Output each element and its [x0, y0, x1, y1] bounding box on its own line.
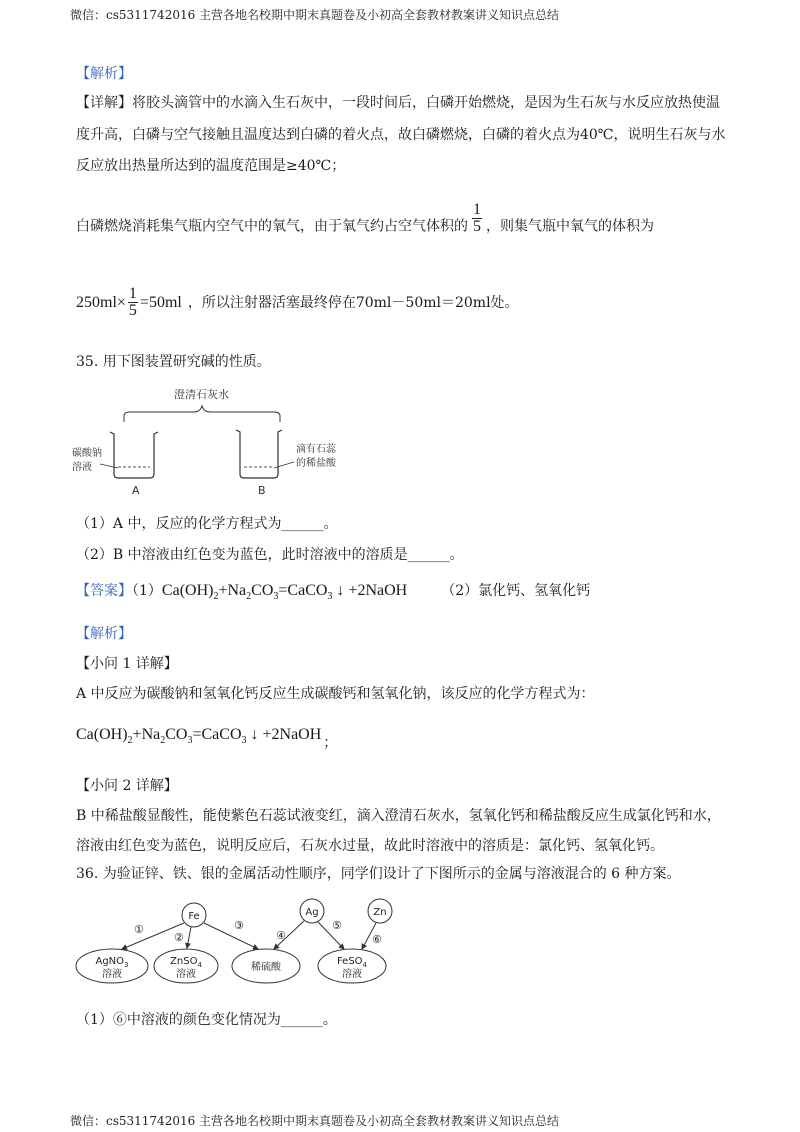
svg-text:③: ③ — [234, 919, 244, 932]
svg-text:⑤: ⑤ — [332, 919, 342, 932]
svg-text:溶液: 溶液 — [176, 969, 196, 980]
q36-sub-question-1: （1）⑥中溶液的颜色变化情况为______。 — [76, 1012, 337, 1028]
page-header: 微信：cs5311742016 主营各地名校期中期末真题卷及小初高全套教材教案讲义知识点总结 — [70, 8, 560, 22]
oxygen-volume-equation: 250ml× $\frac{1}{5}$ =50ml ，所以注射器活塞最终停在70ml－50ml＝20ml处。 — [76, 285, 519, 319]
sub-question-2-detail-tag: 【小问 2 详解】 — [76, 778, 178, 794]
arrow-2 — [187, 927, 191, 948]
label-a: A — [132, 484, 140, 497]
svg-text:②: ② — [174, 931, 184, 944]
q35-sub-question-1: （1）A 中，反应的化学方程式为______。 — [76, 516, 338, 532]
brace-line — [124, 406, 280, 422]
beaker-b — [236, 430, 282, 478]
svg-text:①: ① — [134, 923, 144, 936]
sub-question-1-detail: A 中反应为碳酸钠和氢氧化钙反应生成碳酸钙和氢氧化钠，该反应的化学方程式为： — [76, 686, 595, 702]
page-footer: 微信：cs5311742016 主营各地名校期中期末真题卷及小初高全套教材教案讲义知识点总结 — [70, 1114, 560, 1128]
detail-paragraph-line-1: 【详解】将胶头滴管中的水滴入生石灰中，一段时间后，白磷开始燃烧，是因为生石灰与水反应放热使温 — [76, 95, 720, 111]
detail-equation: $Ca(OH)_2+Na_2CO_3=CaCO_3$ ↓ +2NaOH ； — [76, 726, 338, 751]
svg-text:溶液: 溶液 — [102, 969, 122, 980]
svg-text:⑥: ⑥ — [372, 933, 382, 946]
sub-question-1-detail-tag: 【小问 1 详解】 — [76, 656, 178, 672]
answer-equation: $Ca(OH)_2+Na_2CO_3=CaCO_3$ ↓ +2NaOH — [161, 582, 408, 603]
svg-text:溶液: 溶液 — [72, 462, 92, 473]
label-b: B — [258, 484, 266, 497]
q35-sub-question-2: （2）B 中溶液由红色变为蓝色，此时溶液中的溶质是______。 — [76, 547, 464, 563]
svg-text:溶液: 溶液 — [342, 969, 362, 980]
answer-tag: 【答案】 — [76, 583, 132, 599]
svg-text:Ag: Ag — [305, 907, 319, 918]
svg-text:Zn: Zn — [373, 907, 387, 918]
beaker-a — [110, 432, 158, 478]
detail-paragraph-line-4: 白磷燃烧消耗集气瓶内空气中的氧气，由于氧气约占空气体积的 $\frac{1}{5}$ ，则集气瓶中氧气的体积为 — [76, 201, 654, 235]
q36-metal-solution-diagram — [70, 895, 410, 995]
svg-text:的稀盐酸: 的稀盐酸 — [296, 458, 336, 469]
analysis-tag: 【解析】 — [76, 66, 132, 82]
detail-paragraph-line-3: 反应放出热量所达到的温度范围是≥40℃； — [76, 158, 346, 174]
question-35-stem: 35. 用下图装置研究碱的性质。 — [76, 354, 271, 370]
q35-analysis-tag: 【解析】 — [76, 626, 132, 642]
detail-tag: 【详解】 — [76, 95, 132, 111]
svg-text:ZnSO4: ZnSO$_4$ — [170, 956, 202, 969]
sub-question-2-detail-line-1: B 中稀盐酸显酸性，能使紫色石蕊试液变红，滴入澄清石灰水，氢氧化钙和稀盐酸反应生成氯化钙和水， — [76, 808, 721, 824]
sub-question-2-detail-line-2: 溶液由红色变为蓝色，说明反应后，石灰水过量，故此时溶液中的溶质是：氯化钙、氢氧化钙。 — [76, 838, 664, 854]
limewater-label: 澄清石灰水 — [174, 388, 229, 401]
q35-answer: 【答案】$(1)Ca(OH)_2+Na_2CO_3=CaCO_3$ ↓ +2NaOH （2）氯化钙、氢氧化钙 — [76, 582, 591, 603]
fraction-one-fifth-2: $\frac{1}{5}$ — [128, 285, 137, 319]
arrow-3 — [204, 923, 258, 949]
svg-text:AgNO3: AgNO$_3$ — [95, 956, 129, 969]
q35-apparatus-figure — [70, 382, 390, 500]
svg-text:稀硫酸: 稀硫酸 — [251, 962, 281, 973]
svg-text:碳酸钠: 碳酸钠 — [72, 448, 102, 459]
detail-paragraph-line-2: 度升高，白磷与空气接触且温度达到白磷的着火点，故白磷燃烧，白磷的着火点为40℃，说明生石灰与水 — [76, 127, 726, 143]
fraction-one-fifth: $\frac{1}{5}$ — [473, 201, 481, 235]
svg-text:④: ④ — [276, 929, 286, 942]
svg-text:FeSO4: FeSO$_4$ — [336, 956, 368, 969]
question-36-stem: 36. 为验证锌、铁、银的金属活动性顺序，同学们设计了下图所示的金属与溶液混合的 6 种方案。 — [76, 866, 681, 882]
svg-text:滴有石蕊: 滴有石蕊 — [296, 444, 336, 455]
svg-text:Fe: Fe — [188, 911, 200, 922]
